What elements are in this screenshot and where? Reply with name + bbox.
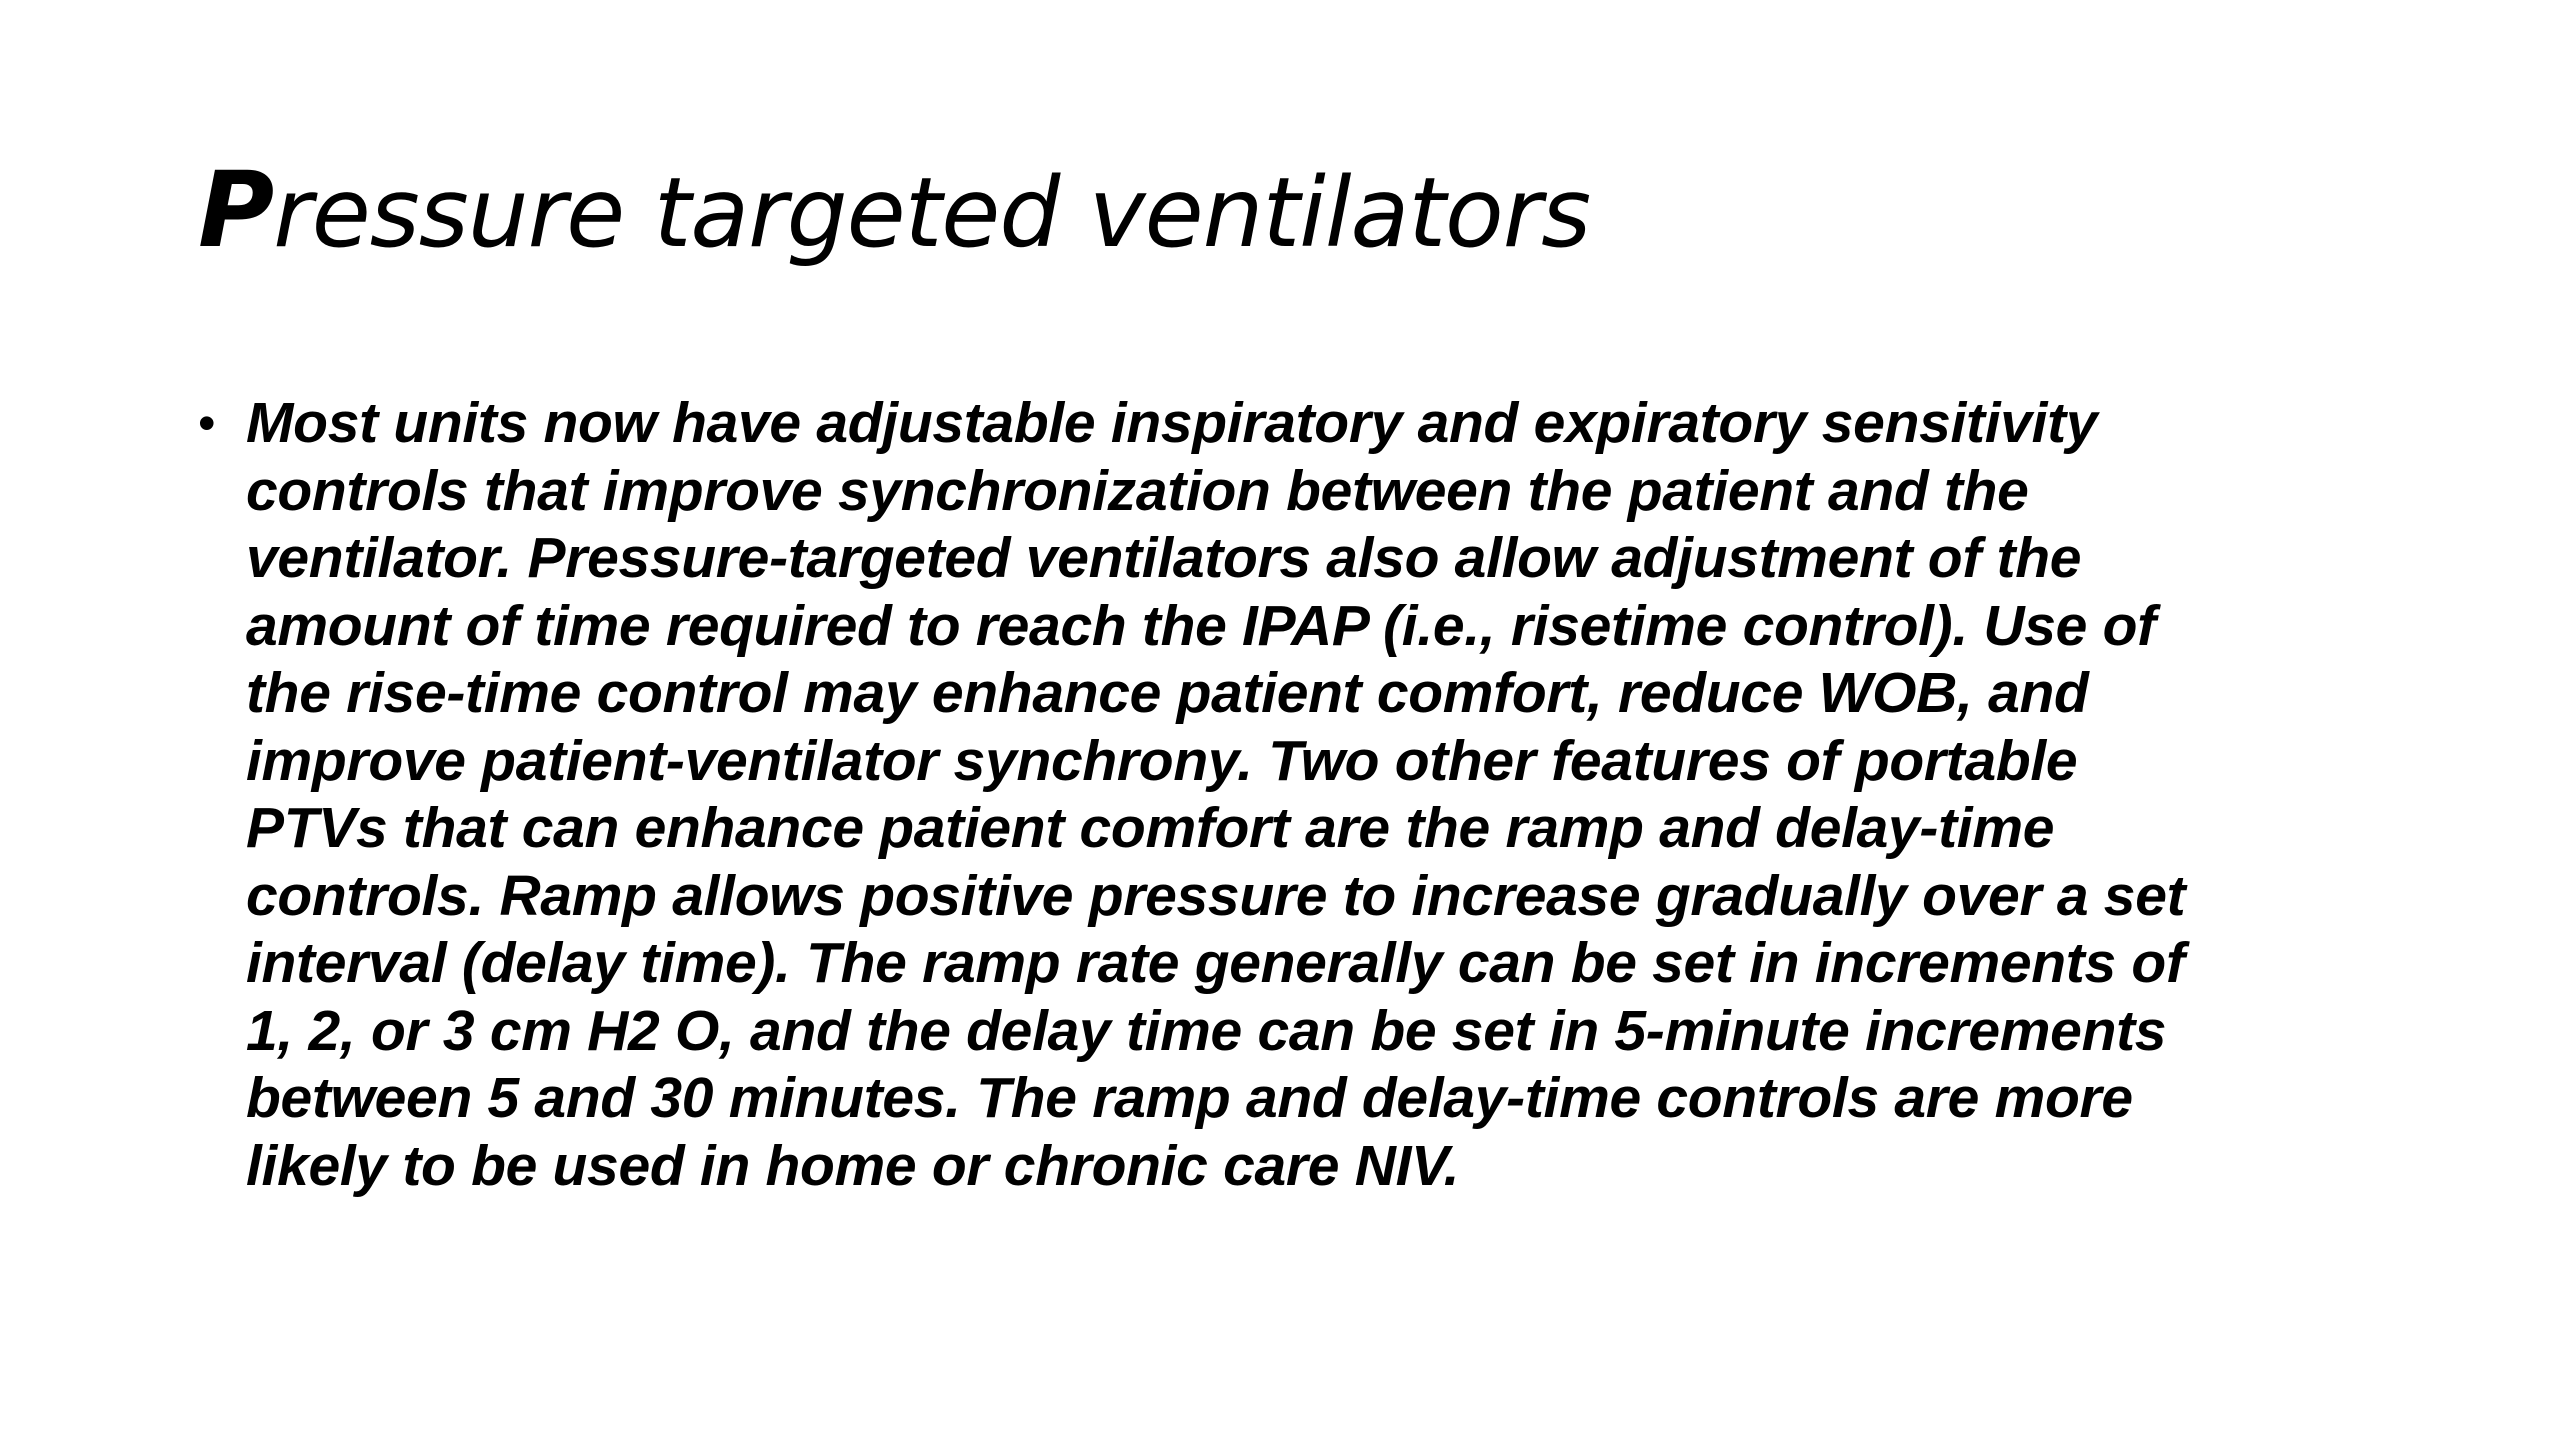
bullet-line: interval (delay time). The ramp rate generally can be set in increments of xyxy=(246,931,2185,995)
bullet-line: PTVs that can enhance patient comfort are the ramp and delay-time xyxy=(246,796,2055,860)
bullet-line: ventilator. Pressure-targeted ventilators also allow adjustment of the xyxy=(246,526,2082,590)
bullet-line: Most units now have adjustable inspiratory and expiratory sensitivity xyxy=(246,391,2098,455)
title-initial: P xyxy=(198,149,274,271)
bullet-line: the rise-time control may enhance patient comfort, reduce WOB, and xyxy=(246,661,2089,725)
bullet-marker: • xyxy=(198,395,216,451)
bullet-list xyxy=(198,390,2388,1200)
slide-title xyxy=(198,150,2398,273)
bullet-line: between 5 and 30 minutes. The ramp and delay-time controls are more xyxy=(246,1066,2133,1130)
bullet-line: 1, 2, or 3 cm H2 O, and the delay time can be set in 5-minute increments xyxy=(246,998,2167,1063)
bullet-line: improve patient-ventilator synchrony. Two other features of portable xyxy=(246,728,2078,793)
bullet-item xyxy=(198,390,2388,1200)
bullet-line: controls. Ramp allows positive pressure to increase gradually over a set xyxy=(246,863,2186,928)
bullet-line: amount of time required to reach the IPAP (i.e., risetime control). Use of xyxy=(246,593,2156,658)
title-rest: ressure targeted ventilators xyxy=(273,157,1591,269)
bullet-line: likely to be used in home or chronic care NIV. xyxy=(246,1133,1460,1198)
bullet-line: controls that improve synchronization between the patient and the xyxy=(246,458,2029,523)
